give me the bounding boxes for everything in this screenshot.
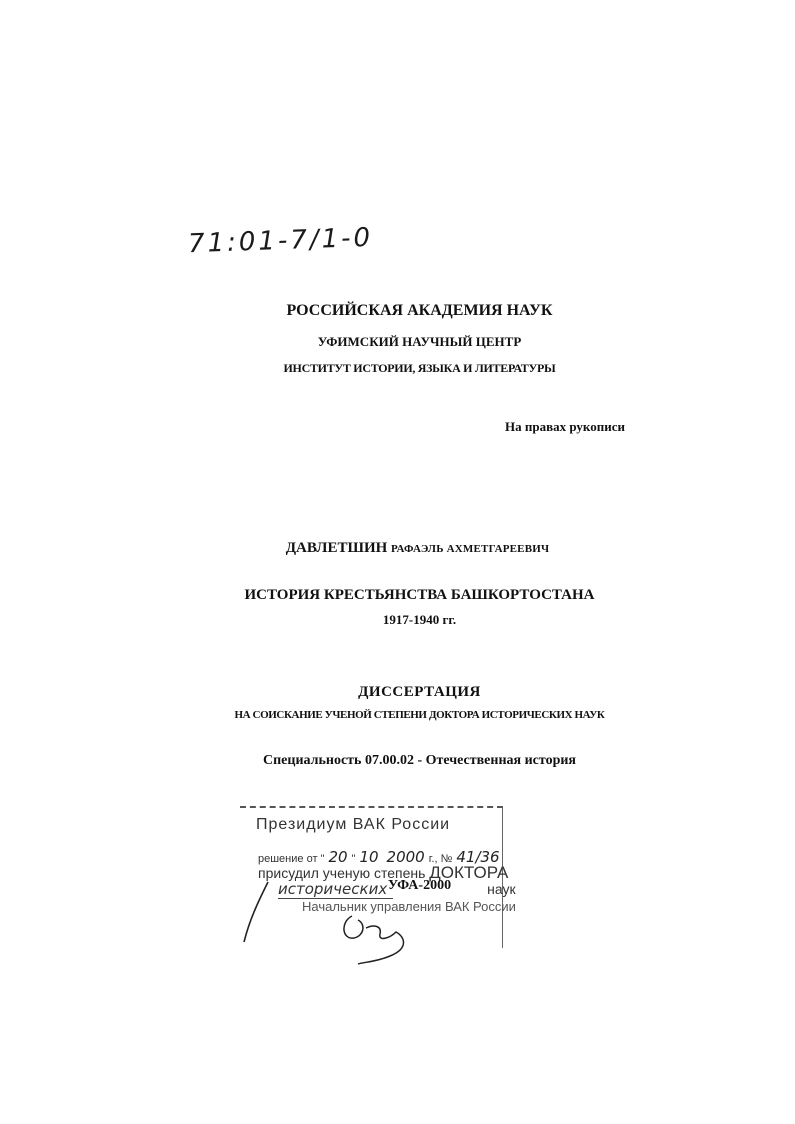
organization-center: УФИМСКИЙ НАУЧНЫЙ ЦЕНТР (317, 334, 522, 349)
stamp-month: 10 (359, 848, 379, 866)
stamp-official-line: Начальник управления ВАК России (302, 899, 516, 914)
stamp-field-suffix: наук (487, 881, 516, 897)
city-year: УФА-2000 (387, 878, 452, 893)
specialty-line: Специальность 07.00.02 - Отечественная история (262, 753, 576, 768)
author-name (20, 540, 795, 557)
organization-institute: ИНСТИТУТ ИСТОРИИ, ЯЗЫКА И ЛИТЕРАТУРЫ (283, 361, 556, 375)
stamp-year: 2000 (386, 848, 425, 866)
stamp-title: Президиум ВАК России (256, 816, 451, 833)
stamp-degree: ДОКТОРА (429, 863, 509, 882)
stamp-degree-prefix: присудил ученую степень (258, 865, 426, 881)
handwritten-registry-number: 71:01-7/1-0 (187, 222, 374, 260)
author-given-names: РАФАЭЛЬ АХМЕТГАРЕЕВИЧ (391, 543, 550, 555)
author-surname: ДАВЛЕТШИН (285, 540, 388, 556)
organization-academy: РОССИЙСКАЯ АКАДЕМИЯ НАУК (286, 302, 553, 319)
dissertation-years: 1917-1940 гг. (382, 612, 457, 627)
stamp-number: 41/36 (456, 848, 500, 866)
stamp-decision-line: решение от " 20 " 10 2000 г., № 41/36 (258, 848, 500, 866)
document-type-label: ДИССЕРТАЦИЯ (358, 684, 481, 700)
stamp-day: 20 (328, 848, 348, 866)
stamp-decision-prefix: решение от " (258, 853, 325, 865)
stamp-field-handwritten: исторических (278, 880, 393, 899)
stamp-number-label: г., № (428, 853, 453, 865)
dissertation-title: ИСТОРИЯ КРЕСТЬЯНСТВА БАШКОРТОСТАНА (244, 587, 595, 603)
document-type-subtitle: НА СОИСКАНИЕ УЧЕНОЙ СТЕПЕНИ ДОКТОРА ИСТОРИЧЕСКИХ НАУК (234, 709, 605, 721)
rights-note: На правах рукописи (505, 419, 625, 434)
